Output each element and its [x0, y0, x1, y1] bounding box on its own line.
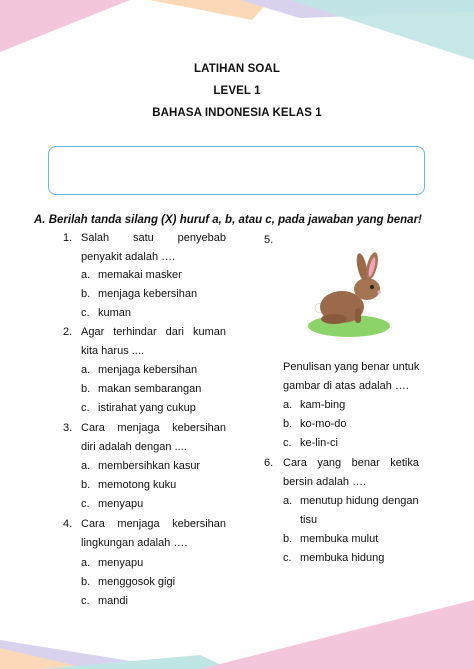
section-instruction: A. Berilah tanda silang (X) huruf a, b, atau c, pada jawaban yang benar!: [34, 214, 422, 226]
q6-line1: [283, 456, 419, 470]
q4-number: 4.: [63, 518, 73, 530]
q2-word: kuman: [192, 326, 226, 338]
q2-option-c-letter[interactable]: c.: [81, 402, 90, 414]
q2-number: 2.: [63, 326, 73, 338]
q5-option-b-letter[interactable]: b.: [283, 418, 293, 430]
q5-option-a[interactable]: kam-bing: [300, 399, 346, 411]
q6-word: yang: [317, 457, 342, 469]
rabbit-hind-leg: [321, 314, 347, 324]
q3-option-a[interactable]: membersihkan kasur: [98, 460, 201, 472]
q3-option-c[interactable]: menyapu: [98, 498, 144, 510]
q4-line1: [81, 517, 226, 531]
q1-word: penyebab: [177, 232, 226, 244]
pink-corner-top-left: [0, 0, 130, 52]
q2-option-a-letter[interactable]: a.: [81, 364, 91, 376]
title-latihan-soal: LATIHAN SOAL: [194, 63, 280, 75]
teal-ribbon-bottom: [40, 655, 230, 669]
q4-word: Cara: [81, 518, 105, 530]
q6-word: ketika: [390, 457, 419, 469]
q6-option-a-letter[interactable]: a.: [283, 495, 293, 507]
q1-number: 1.: [63, 232, 73, 244]
q1-line1: [81, 231, 226, 245]
q6-number: 6.: [264, 457, 274, 469]
q1-option-b[interactable]: menjaga kebersihan: [98, 288, 198, 300]
q6-option-c-letter[interactable]: c.: [283, 552, 292, 564]
q6-option-b-letter[interactable]: b.: [283, 533, 293, 545]
q1-option-c[interactable]: kuman: [98, 307, 132, 319]
q4-word: menjaga: [117, 518, 160, 530]
lilac-ribbon-bottom: [0, 640, 180, 669]
title-subject: BAHASA INDONESIA KELAS 1: [152, 107, 322, 119]
q2-option-b[interactable]: makan sembarangan: [98, 383, 202, 395]
q2-option-c[interactable]: istirahat yang cukup: [98, 402, 196, 414]
q6-line2: bersin adalah ….: [283, 476, 367, 488]
q4-option-c-letter[interactable]: c.: [81, 595, 90, 607]
q3-word: menjaga: [117, 422, 160, 434]
q6-option-c[interactable]: membuka hidung: [300, 552, 385, 564]
q3-option-a-letter[interactable]: a.: [81, 460, 91, 472]
q6-option-a[interactable]: menutup hidung dengan: [300, 495, 419, 507]
title-level: LEVEL 1: [213, 85, 261, 97]
q4-option-b-letter[interactable]: b.: [81, 576, 91, 588]
q2-word: Agar: [81, 326, 105, 338]
q3-word: Cara: [81, 422, 105, 434]
q4-word: kebersihan: [172, 518, 226, 530]
q2-option-a[interactable]: menjaga kebersihan: [98, 364, 198, 376]
peach-ribbon-top: [150, 0, 270, 20]
lilac-ribbon-top: [240, 0, 474, 18]
q2-line2: kita harus ....: [81, 345, 144, 357]
q3-word: kebersihan: [172, 422, 226, 434]
q3-option-b[interactable]: memotong kuku: [98, 479, 177, 491]
peach-ribbon-bottom: [0, 648, 90, 669]
q5-option-c-letter[interactable]: c.: [283, 437, 292, 449]
q6-word: benar: [351, 457, 380, 469]
q5-option-a-letter[interactable]: a.: [283, 399, 293, 411]
q1-option-a-letter[interactable]: a.: [81, 269, 91, 281]
rabbit-head: [354, 278, 380, 300]
q6-option-a-continued[interactable]: tisu: [300, 514, 318, 526]
q1-line2: penyakit adalah ….: [81, 251, 176, 263]
q1-word: Salah: [81, 232, 110, 244]
q2-option-b-letter[interactable]: b.: [81, 383, 91, 395]
q4-option-a[interactable]: menyapu: [98, 557, 144, 569]
q6-option-b[interactable]: membuka mulut: [300, 533, 379, 545]
q5-option-c[interactable]: ke-lin-ci: [300, 437, 338, 449]
q4-option-a-letter[interactable]: a.: [81, 557, 91, 569]
q4-line2: lingkungan adalah ….: [81, 537, 188, 549]
q3-number: 3.: [63, 422, 73, 434]
rabbit-illustration: [306, 250, 392, 340]
q5-line1: Penulisan yang benar untuk: [283, 361, 420, 373]
identity-box: [48, 146, 425, 195]
q1-option-a[interactable]: memakai masker: [98, 269, 182, 281]
rabbit-eye: [370, 285, 374, 289]
q3-line1: [81, 421, 226, 435]
q4-option-b[interactable]: menggosok gigi: [98, 576, 176, 588]
q3-option-b-letter[interactable]: b.: [81, 479, 91, 491]
pink-corner-bottom-right: [200, 600, 474, 669]
q5-number: 5.: [264, 234, 274, 246]
rabbit-nose: [377, 290, 380, 293]
q4-option-c[interactable]: mandi: [98, 595, 128, 607]
q1-option-b-letter[interactable]: b.: [81, 288, 91, 300]
q5-option-b[interactable]: ko-mo-do: [300, 418, 347, 430]
q2-word: dari: [165, 326, 184, 338]
q2-word: terhindar: [113, 326, 157, 338]
teal-corner-top-right: [290, 0, 474, 60]
q6-word: Cara: [283, 457, 307, 469]
rabbit-front-leg: [355, 308, 361, 323]
q2-line1: [81, 325, 226, 339]
q5-line2: gambar di atas adalah ….: [283, 380, 409, 392]
q3-option-c-letter[interactable]: c.: [81, 498, 90, 510]
q1-option-c-letter[interactable]: c.: [81, 307, 90, 319]
q3-line2: diri adalah dengan ....: [81, 441, 187, 453]
q1-word: satu: [133, 232, 154, 244]
